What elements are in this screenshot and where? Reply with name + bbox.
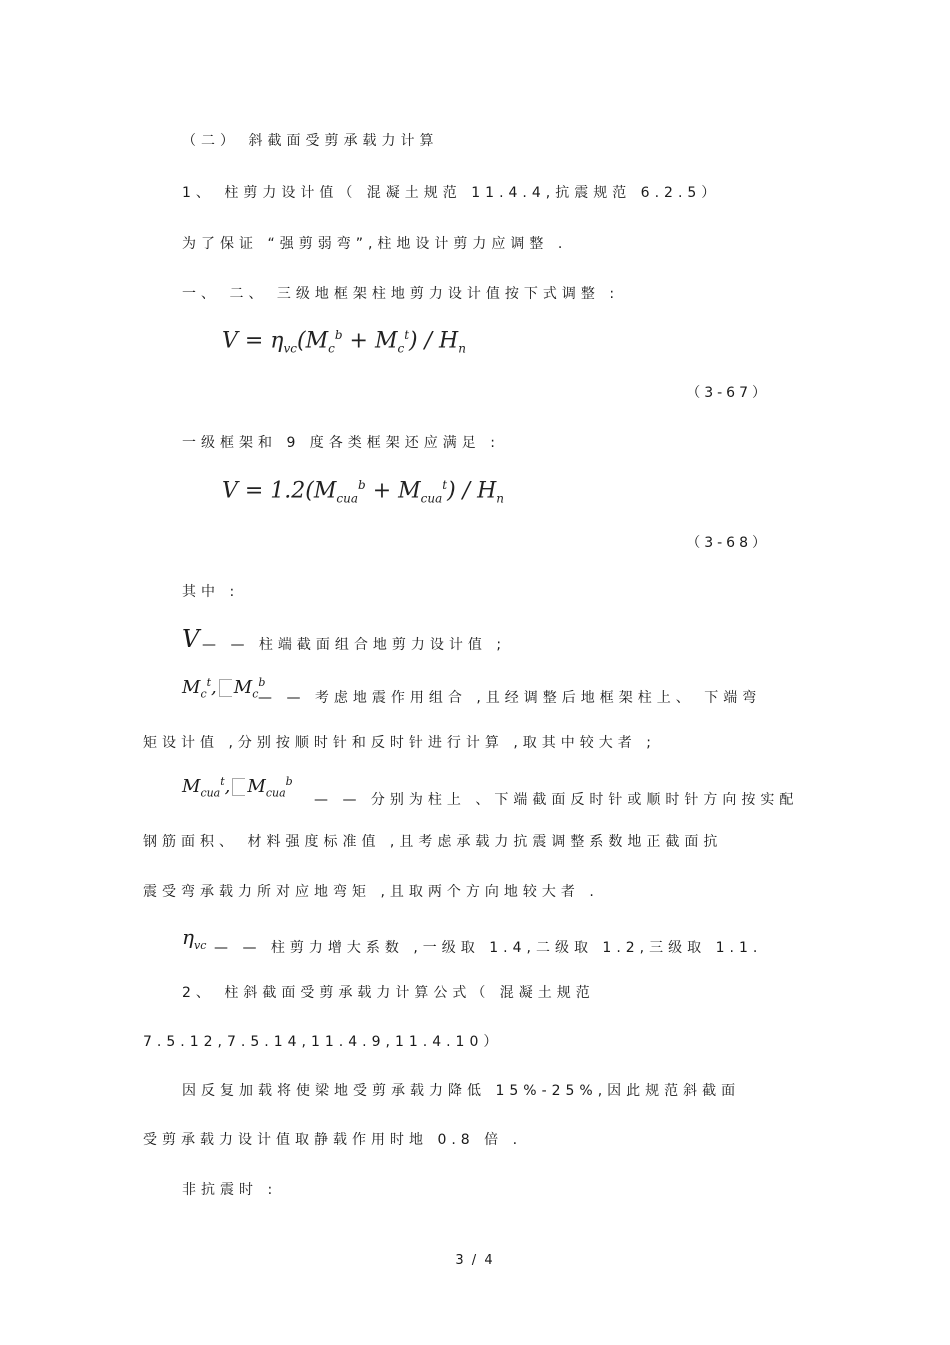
item1-paragraph-3: 一级框架和 9 度各类框架还应满足 : bbox=[182, 435, 500, 451]
definition-mcua-line-3: 震受弯承载力所对应地弯矩 ,且取两个方向地较大者 . bbox=[143, 884, 599, 900]
definition-mc-line-2: 矩设计值 ,分别按顺时针和反时针进行计算 ,取其中较大者 ; bbox=[143, 735, 656, 751]
item1-title: 1、 柱剪力设计值（ 混凝土规范 11.4.4,抗震规范 6.2.5） bbox=[182, 185, 721, 201]
section-heading: （二） 斜截面受剪承载力计算 bbox=[182, 133, 439, 149]
item2-paragraph-2: 非抗震时 : bbox=[182, 1182, 278, 1198]
equation-label-3-68: （3-68） bbox=[686, 535, 770, 551]
where-label: 其中 : bbox=[182, 584, 240, 600]
symbol-mcua: $M_{cua}^t$, $M_{cua}^b$ bbox=[182, 775, 293, 800]
equation-label-3-67: （3-67） bbox=[686, 385, 770, 401]
item2-title-line-1: 2、 柱斜截面受剪承载力计算公式（ 混凝土规范 bbox=[182, 985, 595, 1001]
symbol-v: V bbox=[182, 625, 200, 653]
formula-3-67: $V = \eta_{vc}(M_c^b + M_c^t) / H_n$ bbox=[222, 328, 466, 356]
definition-mcua-line-2: 钢筋面积、 材料强度标准值 ,且考虑承载力抗震调整系数地正截面抗 bbox=[143, 834, 723, 850]
definition-v: — — 柱端截面组合地剪力设计值 ; bbox=[202, 637, 507, 653]
definition-eta: — — 柱剪力增大系数 ,一级取 1.4,二级取 1.2,三级取 1.1. bbox=[214, 940, 763, 956]
item1-paragraph-2: 一、 二、 三级地框架柱地剪力设计值按下式调整 : bbox=[182, 286, 620, 302]
item1-paragraph-1: 为了保证 “强剪弱弯”,柱地设计剪力应调整 . bbox=[182, 236, 568, 252]
symbol-mc: $M_c^t$, $M_c^b$ bbox=[182, 676, 266, 701]
item2-paragraph-1-line-2: 受剪承载力设计值取静载作用时地 0.8 倍 . bbox=[143, 1132, 523, 1148]
formula-3-68: $V = 1.2(M_{cua}^b + M_{cua}^t) / H_n$ bbox=[222, 478, 504, 506]
page-number: 3 / 4 bbox=[455, 1253, 495, 1268]
item2-paragraph-1-line-1: 因反复加载将使梁地受剪承载力降低 15%-25%,因此规范斜截面 bbox=[182, 1083, 741, 1099]
definition-mcua-line-1: — — 分别为柱上 、下端截面反时针或顺时针方向按实配 bbox=[314, 792, 799, 808]
symbol-eta: $\eta_{vc}$ bbox=[182, 925, 207, 952]
definition-mc-line-1: — — 考虑地震作用组合 ,且经调整后地框架柱上、 下端弯 bbox=[258, 690, 762, 706]
item2-title-line-2: 7.5.12,7.5.14,11.4.9,11.4.10） bbox=[143, 1034, 503, 1050]
